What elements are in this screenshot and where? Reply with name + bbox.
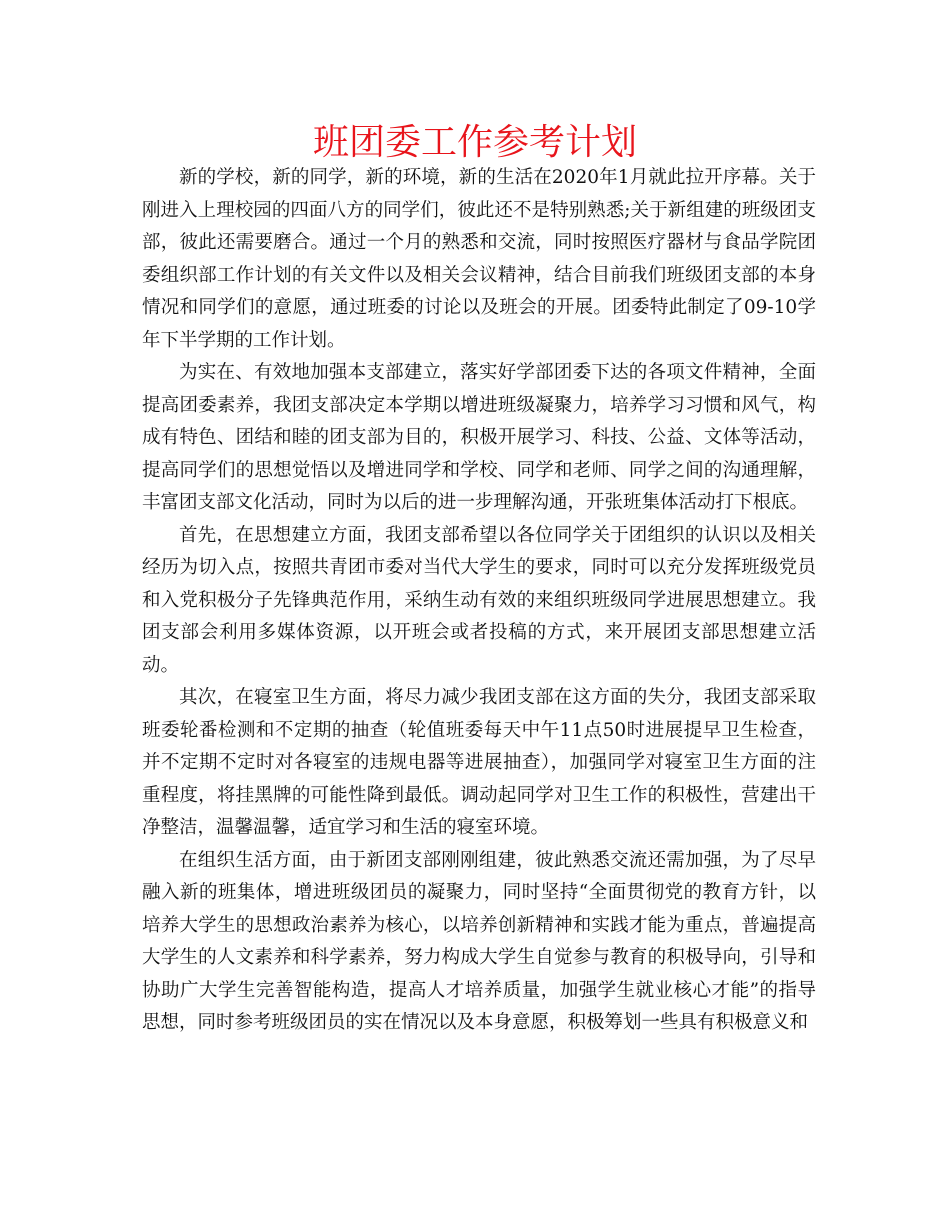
paragraph-dorm-hygiene: 其次，在寝室卫生方面，将尽力减少我团支部在这方面的失分，我团支部采取班委轮番检测和不定期的抽查（轮值班委每天中午11点50时进展提早卫生检查，并不定期不定时对各寝室的违规电器等进展抽查），加强同学对寝室卫生方面的注重程度，将挂黑牌的可能性降到最低。调动起同学对卫生工作的积极性，营建出干净整洁，温馨温馨，适宜学习和生活的寝室环境。: [142, 687, 816, 838]
paragraph-organization-life: 在组织生活方面，由于新团支部刚刚组建，彼此熟悉交流还需加强，为了尽早融入新的班集体，增进班级团员的凝聚力，同时坚持“全面贯彻党的教育方针，以培养大学生的思想政治素养为核心，以培养创新精神和实践才能为重点，普遍提高大学生的人文素养和科学素养，努力构成大学生自觉参与教育的积极导向，引导和协助广大学生完善智能构造，提高人才培养质量，加强学生就业核心才能”的指导思想，同时参考班级团员的实在情况以及本身意愿，积极筹划一些具有积极意义和: [142, 849, 816, 1033]
paragraph-intro: 新的学校，新的同学，新的环境，新的生活在2020年1月就此拉开序幕。关于刚进入上理校园的四面八方的同学们，彼此还不是特别熟悉;关于新组建的班级团支部，彼此还需要磨合。通过一个月的熟悉和交流，同时按照医疗器材与食品学院团委组织部工作计划的有关文件以及相关会议精神，结合目前我们班级团支部的本身情况和同学们的意愿，通过班委的讨论以及班会的开展。团委特此制定了09-10学年下半学期的工作计划。: [142, 167, 816, 351]
paragraph-goals: 为实在、有效地加强本支部建立，落实好学部团委下达的各项文件精神，全面提高团委素养，我团支部决定本学期以增进班级凝聚力，培养学习习惯和风气，构成有特色、团结和睦的团支部为目的，积极开展学习、科技、公益、文体等活动，提高同学们的思想觉悟以及增进同学和学校、同学和老师、同学之间的沟通理解，丰富团支部文化活动，同时为以后的进一步理解沟通，开张班集体活动打下根底。: [142, 362, 816, 513]
document-title: 班团委工作参考计划: [312, 122, 637, 163]
paragraph-ideology: 首先，在思想建立方面，我团支部希望以各位同学关于团组织的认识以及相关经历为切入点，按照共青团市委对当代大学生的要求，同时可以充分发挥班级党员和入党积极分子先锋典范作用，采纳生动有效的来组织班级同学进展思想建立。我团支部会利用多媒体资源，以开班会或者投稿的方式，来开展团支部思想建立活动。: [142, 524, 816, 676]
document-body: [142, 162, 816, 1040]
